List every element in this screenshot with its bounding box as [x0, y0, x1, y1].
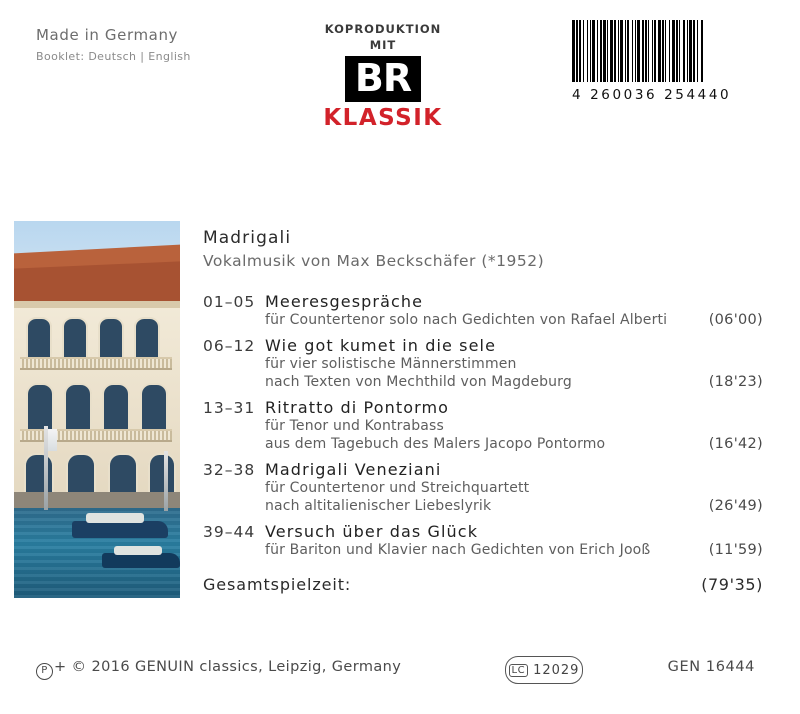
copyright-text	[36, 659, 401, 680]
work-description-lines	[265, 311, 763, 329]
lc-number: 12029	[533, 662, 580, 678]
photo-boat-cabin	[114, 546, 162, 555]
coproduction-label-line1: KOPRODUKTION	[324, 22, 442, 36]
photo-boat-cabin	[86, 513, 144, 523]
work-entry	[203, 522, 763, 559]
work-description-text: nach Texten von Mechthild von Magdeburg	[265, 374, 572, 390]
work-track-range: 32–38	[203, 461, 256, 479]
venice-palazzo-canal-photo	[14, 221, 180, 598]
br-klassik-text: KLASSIK	[323, 105, 443, 131]
work-description-lines	[265, 541, 763, 559]
work-title: Ritratto di Pontormo	[265, 398, 450, 417]
total-playtime-value: (79'35)	[701, 575, 763, 594]
work-description-lines	[265, 479, 763, 515]
booklet-languages-text: Booklet: Deutsch | English	[36, 50, 191, 63]
work-description-line	[265, 355, 763, 373]
work-duration: (06'00)	[708, 312, 763, 328]
made-in-germany-text: Made in Germany	[36, 26, 179, 44]
work-track-range: 39–44	[203, 523, 256, 541]
made-in-germany-block	[36, 26, 256, 63]
photo-building-facade	[14, 301, 180, 516]
total-playtime-row	[203, 575, 763, 594]
work-heading	[203, 522, 763, 541]
barcode-number: 4 260036 254440	[572, 87, 732, 103]
barcode-block	[572, 20, 762, 103]
work-entry	[203, 460, 763, 515]
br-logo-text: BR	[345, 56, 421, 102]
work-description-text: für Countertenor und Streichquartett	[265, 480, 530, 496]
work-description-lines	[265, 417, 763, 453]
photo-window	[102, 383, 130, 433]
photo-window	[140, 383, 168, 433]
work-heading	[203, 460, 763, 479]
photo-balcony	[20, 429, 172, 442]
work-description-line	[265, 311, 763, 329]
phonogram-icon: P	[36, 663, 53, 680]
work-title: Meeresgespräche	[265, 292, 424, 311]
photo-window	[64, 383, 92, 433]
lc-mark-icon: LC	[509, 664, 529, 677]
work-entry	[203, 292, 763, 329]
work-description-text: für Bariton und Klavier nach Gedichten von Erich Jooß	[265, 542, 651, 558]
work-title: Madrigali Veneziani	[265, 460, 442, 479]
br-logo	[268, 56, 498, 102]
work-description-text: für Tenor und Kontrabass	[265, 418, 444, 434]
tracklist-panel	[203, 228, 763, 594]
work-description-text: für vier solistische Männerstimmen	[265, 356, 517, 372]
photo-cornice	[14, 301, 180, 308]
work-duration: (16'42)	[708, 436, 763, 452]
catalog-number: GEN 16444	[667, 659, 755, 675]
work-description-line	[265, 541, 763, 559]
work-duration: (18'23)	[708, 374, 763, 390]
work-description-line	[265, 417, 763, 435]
work-duration: (26'49)	[708, 498, 763, 514]
work-entry	[203, 336, 763, 391]
work-duration: (11'59)	[708, 542, 763, 558]
work-description-text: für Countertenor solo nach Gedichten von Rafael Alberti	[265, 312, 668, 328]
photo-flag	[48, 429, 57, 451]
photo-window	[98, 317, 124, 361]
work-track-range: 13–31	[203, 399, 256, 417]
photo-balcony	[20, 357, 172, 370]
photo-boat	[72, 521, 168, 538]
barcode-icon	[572, 20, 754, 82]
work-heading	[203, 292, 763, 311]
total-playtime-label: Gesamtspielzeit:	[203, 575, 352, 594]
work-track-range: 06–12	[203, 337, 256, 355]
photo-boat	[102, 553, 180, 568]
work-description-text: aus dem Tagebuch des Malers Jacopo Pontormo	[265, 436, 606, 452]
header-bar	[0, 0, 800, 131]
photo-window	[134, 317, 160, 361]
work-description-text: nach altitalienischer Liebeslyrik	[265, 498, 492, 514]
photo-window	[26, 383, 54, 433]
work-title: Wie got kumet in die sele	[265, 336, 497, 355]
work-track-range: 01–05	[203, 293, 256, 311]
work-description-line	[265, 497, 763, 515]
barcode-bar	[703, 20, 704, 82]
work-heading	[203, 336, 763, 355]
photo-mooring-pole	[164, 451, 168, 511]
work-description-lines	[265, 355, 763, 391]
work-description-line	[265, 435, 763, 453]
photo-window	[26, 317, 52, 361]
coproduction-block	[268, 22, 498, 131]
work-description-line	[265, 373, 763, 391]
album-subtitle: Vokalmusik von Max Beckschäfer (*1952)	[203, 252, 545, 270]
copyright-label: + © 2016 GENUIN classics, Leipzig, Germany	[54, 659, 402, 675]
photo-window	[62, 317, 88, 361]
work-entry	[203, 398, 763, 453]
work-title: Versuch über das Glück	[265, 522, 479, 541]
work-description-line	[265, 479, 763, 497]
footer-bar	[0, 656, 800, 686]
works-list	[203, 292, 763, 559]
album-title: Madrigali	[203, 228, 292, 248]
label-code-badge	[505, 656, 583, 684]
work-heading	[203, 398, 763, 417]
coproduction-label-line2: MIT	[369, 38, 397, 52]
